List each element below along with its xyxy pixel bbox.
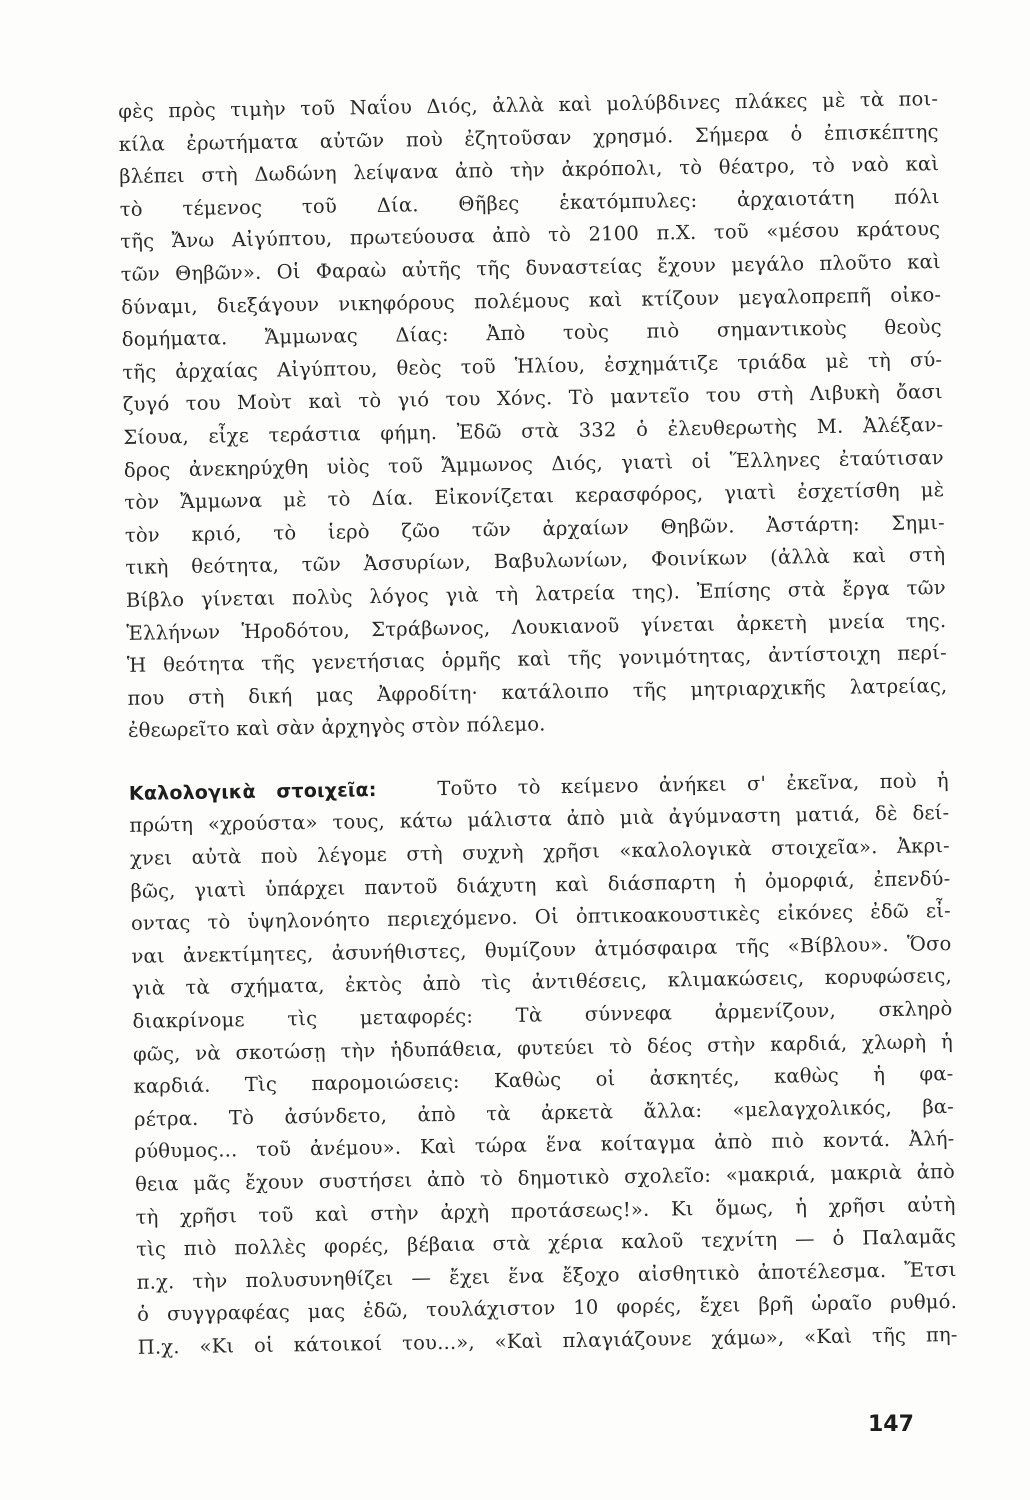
text-line: κίλα ἐρωτήματα αὐτῶν ποὺ ἐζητοῦσαν χρησμό. Σήμερα ὁ ἐπισκέπτης <box>118 119 939 156</box>
text-line: ρύθυμος... τοῦ ἀνέμου». Καὶ τώρα ἕνα κοίταγμα ἀπὸ πιὸ κοντά. Ἀλή- <box>134 1127 955 1164</box>
text-line: Ἡ θεότητα τῆς γενετήσιας ὁρμῆς καὶ τῆς γονιμότητας, ἀντίστοιχη περί- <box>126 641 948 678</box>
text-line: Ἑλλήνων Ἡροδότου, Στράβωνος, Λουκιανοῦ γίνεται ἀρκετὴ μνεία της. <box>126 608 947 645</box>
text-line: θεια μᾶς ἔχουν συστήσει ἀπὸ τὸ δημοτικὸ σχολεῖο: «μακριά, μακριὰ ἀπὸ <box>134 1159 956 1196</box>
text-line: ρέτρα. Τὸ ἀσύνδετο, ἀπὸ τὰ ἀρκετὰ ἄλλα: «μελαγχολικός, βα- <box>133 1094 955 1131</box>
text-line: ἐθεωρεῖτο καὶ σὰν ἀρχηγὸς στὸν πόλεμο. <box>127 712 546 743</box>
text-line: βλέπει στὴ Δωδώνη λείψανα ἀπὸ τὴν ἀκρόπολι, τὸ θέατρο, τὸ ναὸ καὶ <box>119 152 940 189</box>
text-line: φὲς πρὸς τιμὴν τοῦ Ναΐου Διός, ἀλλὰ καὶ μολύβδινες πλάκες μὲ τὰ ποι- <box>118 87 939 123</box>
text-line: τὸν Ἄμμωνα μὲ τὸ Δία. Εἰκονίζεται κερασφόρος, γιατὶ ἐσχετίσθη μὲ <box>124 478 945 515</box>
text-line: τὶς πιὸ πολλὲς φορές, βέβαια στὰ χέρια καλοῦ τεχνίτη — ὁ Παλαμᾶς <box>135 1225 957 1262</box>
text-line: δομήματα. Ἄμμωνας Δίας: Ἀπὸ τοὺς πιὸ σημαντικοὺς θεοὺς <box>121 315 942 352</box>
text-line: διακρίνομε τὶς μεταφορές: Τὰ σύννεφα ἀρμενίζουν, σκληρὸ <box>132 997 953 1033</box>
text-line: τὴ χρῆσι τοῦ καὶ στὴν ἀρχὴ προτάσεως!». Κι ὅμως, ἡ χρῆσι αὐτὴ <box>135 1192 956 1229</box>
text-line: καρδιά. Τὶς παρομοιώσεις: Καθὼς οἱ ἀσκητές, καθὼς ἡ φα- <box>133 1062 954 1099</box>
text-line: οντας τὸ ὑψηλονόητο περιεχόμενο. Οἱ ὀπτικοακουστικὲς εἰκόνες ἐδῶ εἶ- <box>130 899 952 936</box>
text-line: τὸν κριό, τὸ ἱερὸ ζῶο τῶν ἀρχαίων Θηβῶν. Ἀστάρτη: Σημι- <box>124 510 945 547</box>
text-line: Π.χ. «Κι οἱ κάτοικοί του...», «Καὶ πλαγιάζουνε χάμω», «Καὶ τῆς πη- <box>137 1322 958 1359</box>
text-line: δύναμι, διεξάγουν νικηφόρους πολέμους καὶ κτίζουν μεγαλοπρεπῆ οἰκο- <box>121 282 942 319</box>
paragraph-deities <box>118 83 948 748</box>
text-line: π.χ. τὴν πολυσυνηθίζει — ἔχει ἕνα ἔξοχο αἰσθητικὸ ἀποτέλεσμα. Ἔτσι <box>136 1257 957 1294</box>
text-line: γιὰ τὰ σχήματα, ἐκτὸς ἀπὸ τὶς ἀντιθέσεις, κλιμακώσεις, κορυφώσεις, <box>131 964 953 1001</box>
text-line: πρώτη «χρούστα» τους, κάτω μάλιστα ἀπὸ μιὰ ἀγύμναστη ματιά, δὲ δεί- <box>129 801 950 838</box>
text-line-rest: Τοῦτο τὸ κείμενο ἀνήκει σ' ἐκεῖνα, ποὺ ἡ <box>437 768 950 800</box>
text-line: ναι ἀνεκτίμητες, ἀσυνήθιστες, θυμίζουν ἀτμόσφαιρα τῆς «Βίβλου». Ὅσο <box>131 931 952 968</box>
text-line: Σίουα, εἶχε τεράστια φήμη. Ἐδῶ στὰ 332 ὁ ἐλευθερωτὴς Μ. Ἀλέξαν- <box>123 413 944 449</box>
text-line: ὁ συγγραφέας μας ἐδῶ, τουλάχιστον 10 φορές, ἔχει βρῆ ὡραῖο ρυθμό. <box>136 1290 958 1327</box>
text-line: βῶς, γιατὶ ὑπάρχει παντοῦ διάχυτη καὶ διάσπαρτη ἡ ὀμορφιά, ἐπενδύ- <box>130 866 951 903</box>
text-line: Βίβλο γίνεται πολὺς λόγος γιὰ τὴ λατρεία της). Ἐπίσης στὰ ἔργα τῶν <box>125 575 947 612</box>
text-line: τικὴ θεότητα, τῶν Ἀσσυρίων, Βαβυλωνίων, Φοινίκων (ἀλλὰ καὶ στὴ <box>125 543 946 580</box>
text-line: τῆς Ἄνω Αἰγύπτου, πρωτεύουσα ἀπὸ τὸ 2100 π.Χ. τοῦ «μέσου κράτους <box>120 217 941 254</box>
section-heading: Καλολογικὰ στοιχεῖα: <box>128 778 377 805</box>
text-line: τῆς ἀρχαίας Αἰγύπτου, θεὸς τοῦ Ἡλίου, ἐσχημάτιζε τριάδα μὲ τὴ σύ- <box>122 347 943 384</box>
text-body <box>118 83 958 1364</box>
text-line: φῶς, νὰ σκοτώσῃ τὴν ἡδυπάθεια, φυτεύει τὸ δέος στὴν καρδιά, χλωρὴ ἡ <box>132 1029 954 1066</box>
text-line: ζυγό του Μοὺτ καὶ τὸ γιό του Χόνς. Τὸ μαντεῖο του στὴ Λιβυκὴ ὄασι <box>122 380 943 417</box>
paragraph-stylistic-elements <box>129 765 958 1364</box>
text-line: τὸ τέμενος τοῦ Δία. Θῆβες ἑκατόμπυλες: ἀρχαιοτάτη πόλι <box>119 184 940 221</box>
text-line: χνει αὐτὰ ποὺ λέγομε στὴ συχνὴ χρῆσι «καλολογικὰ στοιχεῖα». Ἀκρι- <box>129 834 951 870</box>
text-line: δρος ἀνεκηρύχθη υἱὸς τοῦ Ἄμμωνος Διός, γιατὶ οἱ Ἕλληνες ἐταύτισαν <box>123 445 944 482</box>
text-line: τῶν Θηβῶν». Οἱ Φαραὼ αὐτῆς τῆς δυναστείας ἔχουν μεγάλο πλοῦτο καὶ <box>120 250 941 286</box>
page-number: 147 <box>868 1412 914 1437</box>
text-line: που στὴ δική μας Ἀφροδίτη· κατάλοιπο τῆς μητριαρχικῆς λατρείας, <box>127 673 948 710</box>
